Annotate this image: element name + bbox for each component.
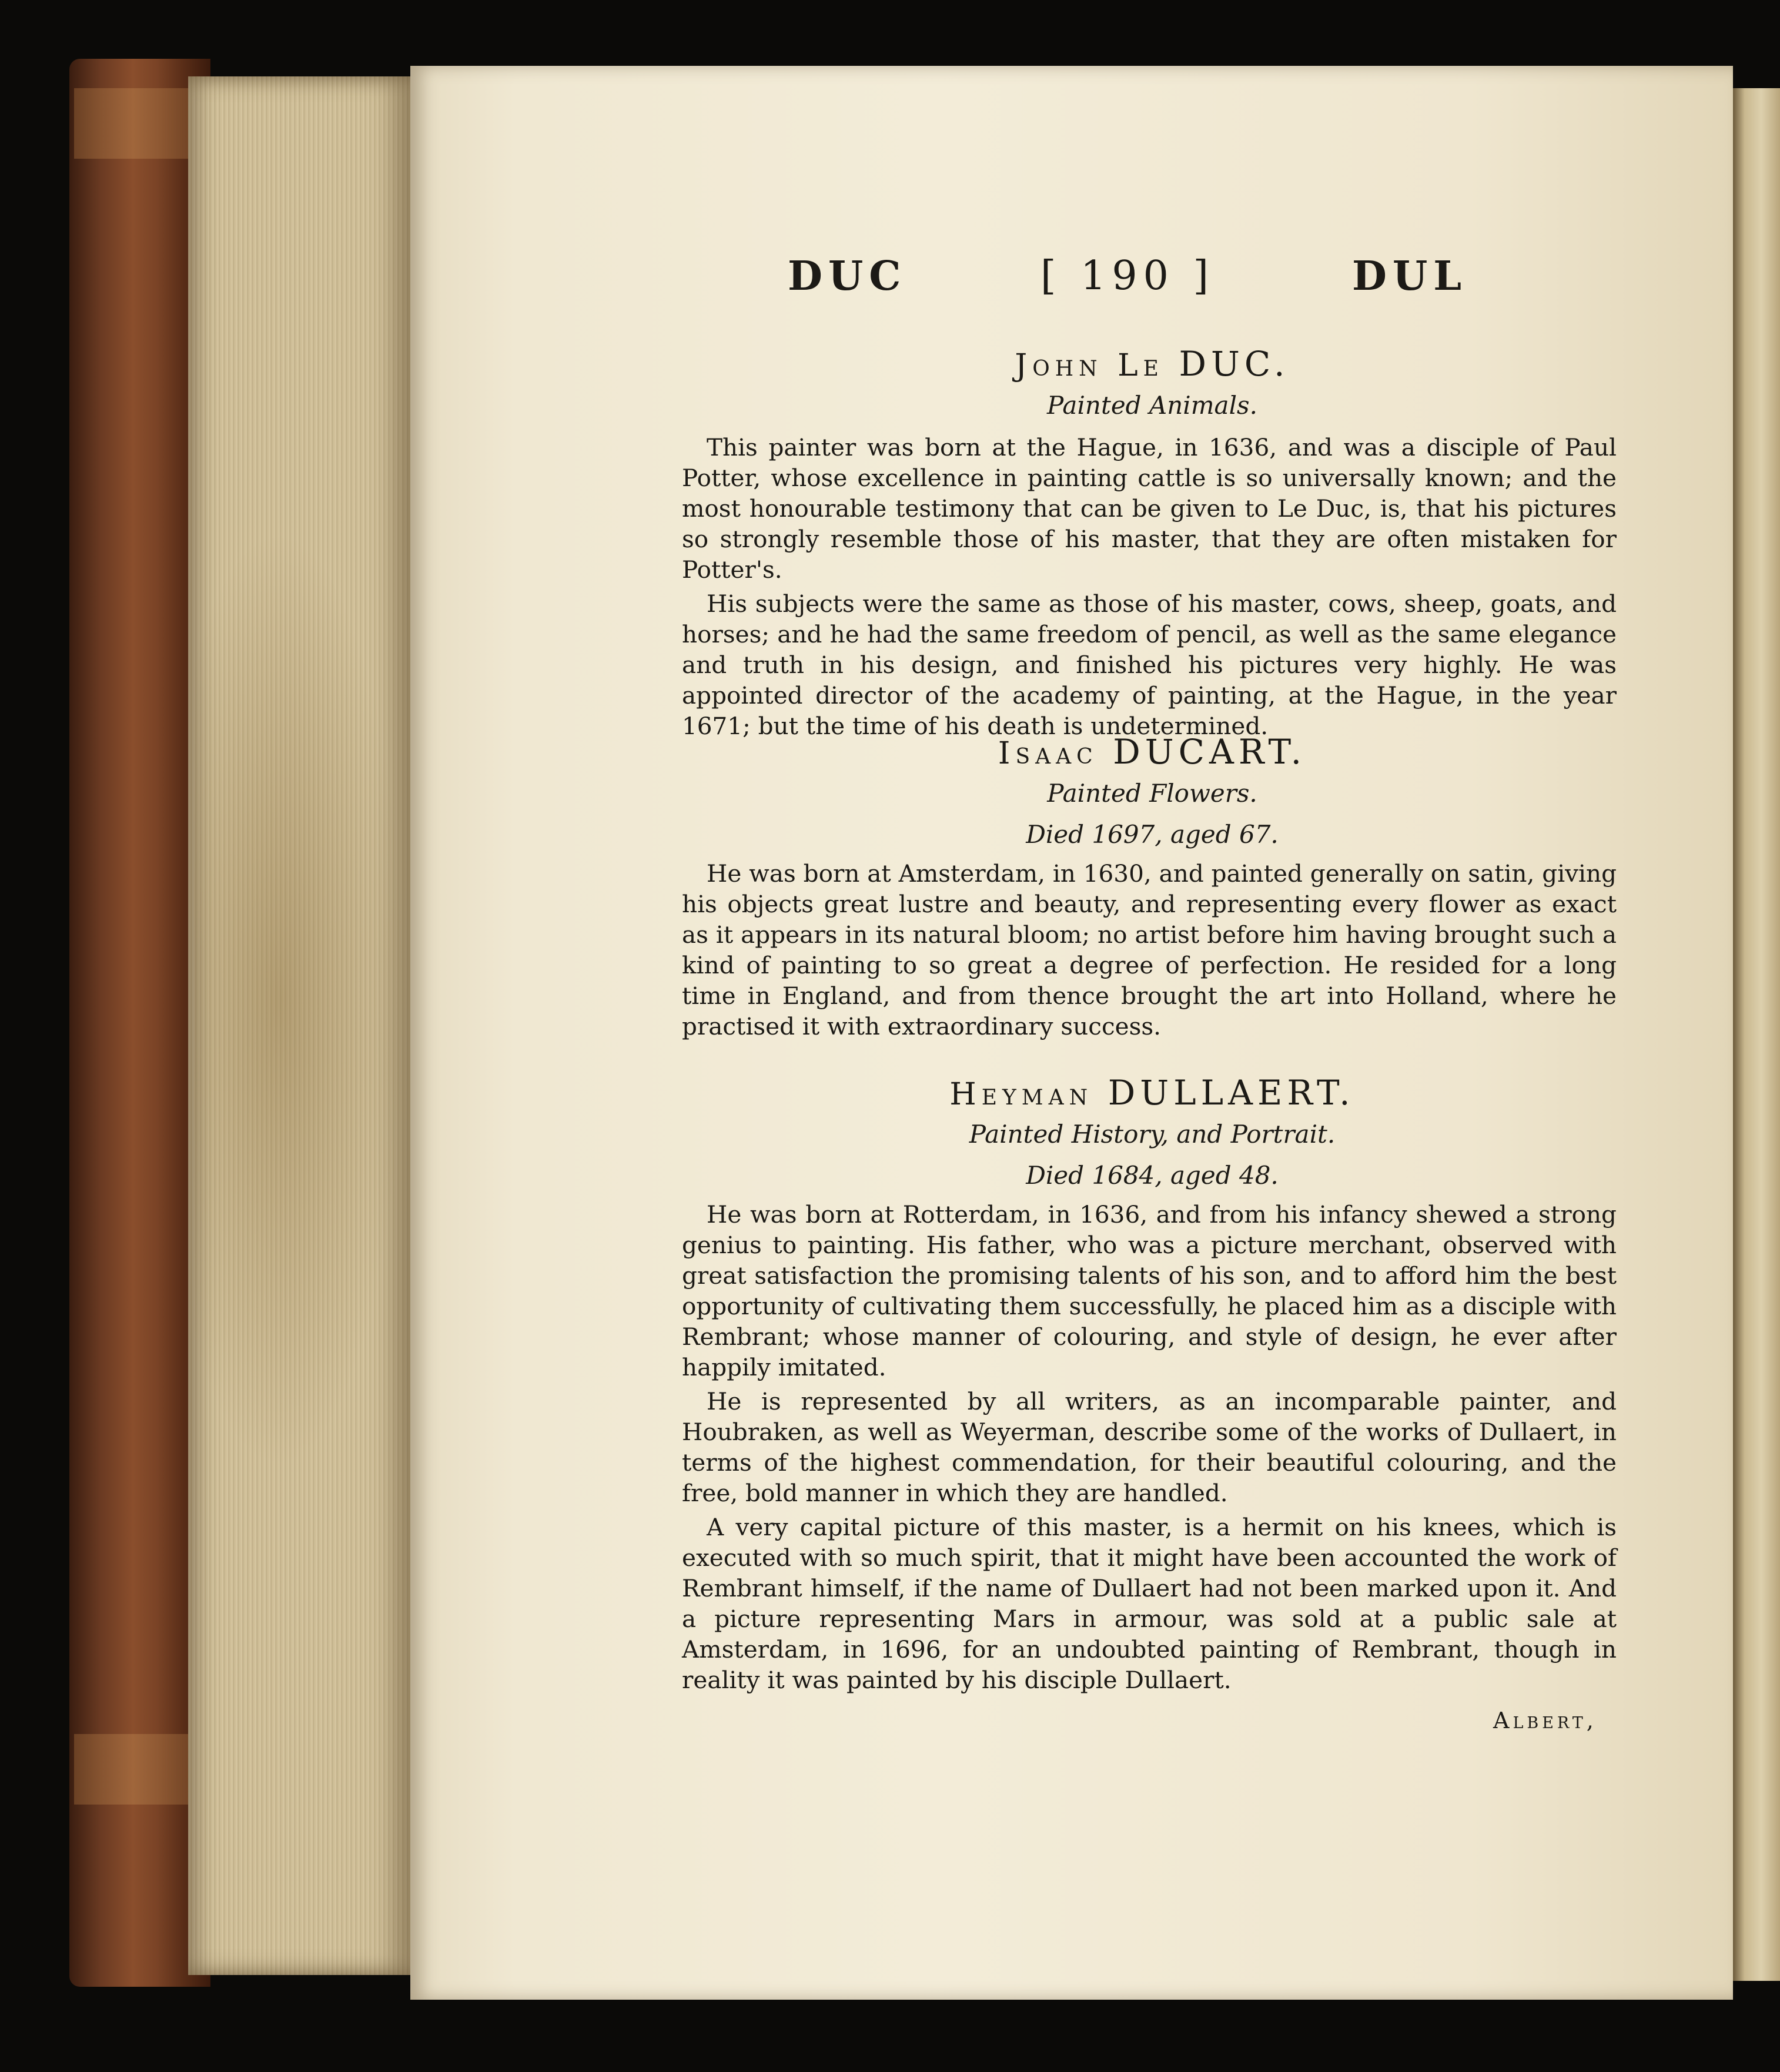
entry-name-first: John Le (1015, 348, 1164, 383)
facing-page-edge (1733, 88, 1780, 1981)
entry-paragraph: He was born at Amsterdam, in 1630, and painted generally on satin, giving his objects great lustre and beauty, and representing every flower as exact as it appears in its natural bloom; no artist before him having brought such a kind of painting to so great a degree of perfection. He resided for a long time in England, and from thence brought the art into Holland, where he practised it with extraordinary success. (682, 859, 1617, 1040)
entry-paragraph: This painter was born at the Hague, in 1636, and was a disciple of Paul Potter, whose excellence in painting cattle is so universally known; and the most honourable testimony that can be given to Le Duc, is, that his pictures so strongly resemble those of his master, that they are often mistaken for Potter's. (682, 433, 1617, 584)
entry-paragraph: He is represented by all writers, as an incomparable painter, and Houbraken, as well as Weyerman, describe some of the works of Dullaert, in terms of the highest commendation, for their beautiful colouring, and the free, bold manner in which they are handled. (682, 1387, 1617, 1507)
entry-paragraph: He was born at Rotterdam, in 1636, and from his infancy shewed a strong genius to painting. His father, who was a picture merchant, observed with great satisfaction the promising talents of his son, and to afford him the best opportunity of cultivating them successfully, he placed him as a disciple with Rembrant; whose manner of colouring, and style of design, he ever after happily imitated. (682, 1200, 1617, 1381)
catchword: Albert, (1493, 1708, 1597, 1733)
running-head-left: DUC (788, 253, 907, 300)
entry-died: Died 1697, aged 67. (1026, 820, 1279, 849)
entry-body (682, 432, 1617, 745)
page-edge-stain (194, 529, 406, 1470)
entry-paragraph: His subjects were the same as those of his master, cows, sheep, goats, and horses; and he had the same freedom of pencil, as well as the same elegance and truth in his design, and finished his pictures very highly. He was appointed director of the academy of painting, at the Hague, in the year 1671; but the time of his death is undetermined. (682, 590, 1617, 740)
entry-heading (688, 344, 1617, 384)
entry-subtitle: Painted Flowers. (1047, 779, 1257, 808)
entry-body (682, 1199, 1617, 1699)
running-head-right: DUL (1352, 253, 1468, 300)
page-number: [ 190 ] (1040, 253, 1215, 299)
entry-name-first: Isaac (998, 736, 1098, 771)
entry-heading (688, 1073, 1617, 1113)
binding-band (74, 88, 192, 159)
entry-name-first: Heyman (949, 1077, 1093, 1112)
entry-body (682, 858, 1617, 1045)
entry-name-last: DULLAERT. (1108, 1073, 1355, 1113)
entry-name-last: DUCART. (1113, 732, 1307, 772)
entry-subtitle: Painted History, and Portrait. (969, 1120, 1336, 1149)
entry-died: Died 1684, aged 48. (1026, 1161, 1279, 1190)
entry-subtitle: Painted Animals. (1047, 391, 1257, 420)
entry-paragraph: A very capital picture of this master, is a hermit on his knees, which is executed with so much spirit, that it might have been accounted the work of Rembrant himself, if the name of Dullaert had not been marked upon it. And a picture representing Mars in armour, was sold at a public sale at Amsterdam, in 1696, for an undoubted painting of Rembrant, though in reality it was painted by his disciple Dullaert. (682, 1513, 1617, 1694)
binding-band (74, 1734, 192, 1805)
entry-name-last: DUC. (1179, 344, 1290, 384)
running-head (788, 253, 1493, 312)
entry-heading (688, 732, 1617, 772)
